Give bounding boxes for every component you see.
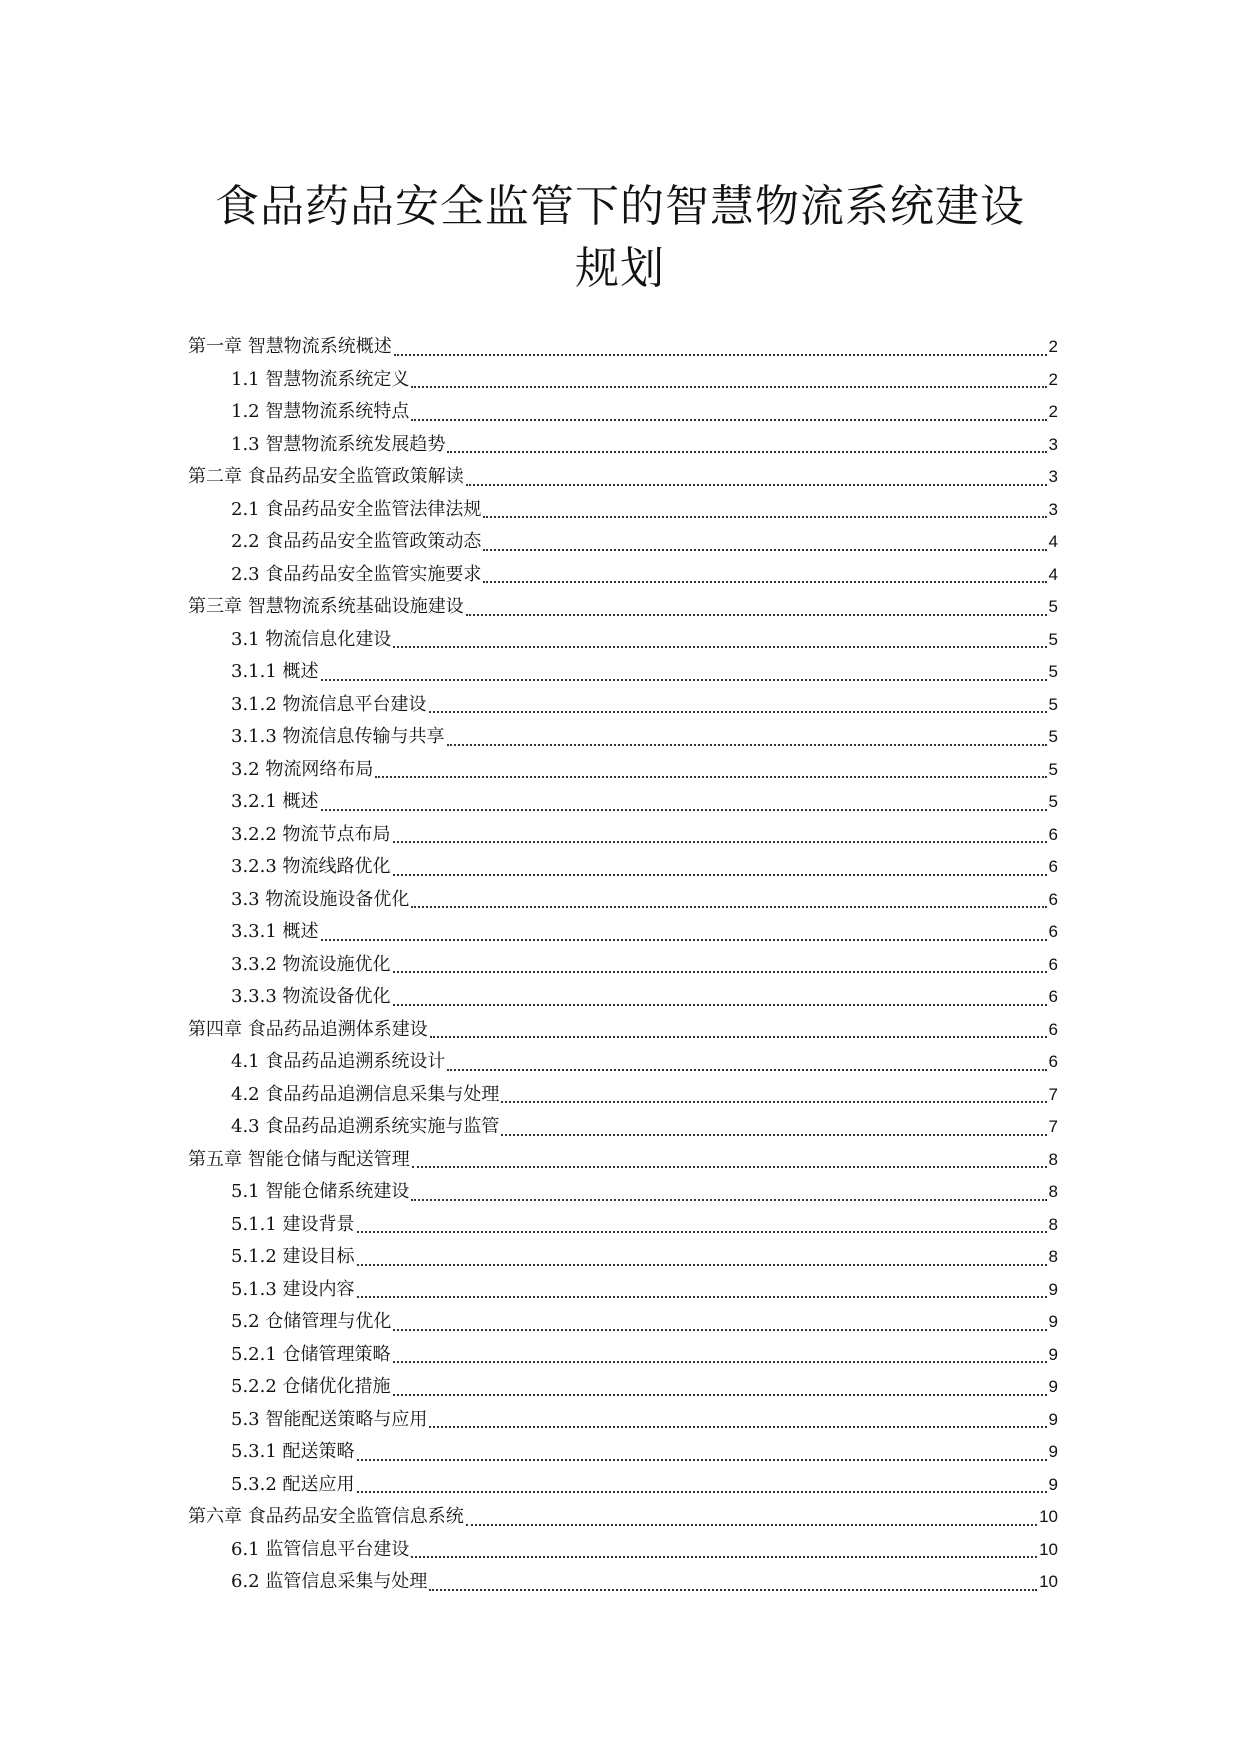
toc-dot-leader: [466, 614, 1047, 616]
toc-entry-page-number: 5: [1048, 662, 1058, 681]
toc-entry[interactable]: [188, 559, 1058, 592]
toc-entry-page-number: 10: [1039, 1539, 1058, 1559]
toc-dot-leader: [393, 1004, 1047, 1006]
toc-entry-label: 5.1 智能仓储系统建设: [231, 1181, 410, 1202]
toc-dot-leader: [321, 809, 1047, 811]
toc-dot-leader: [357, 1459, 1047, 1461]
toc-entry-page-number: 5: [1048, 727, 1058, 746]
toc-entry-page-number: 5: [1048, 629, 1058, 649]
document-title: [150, 176, 1090, 300]
toc-entry-page-number: 9: [1048, 1474, 1058, 1494]
toc-entry[interactable]: [188, 1014, 1058, 1047]
toc-entry-label: 2.2 食品药品安全监管政策动态: [231, 531, 482, 552]
toc-dot-leader: [393, 646, 1046, 648]
toc-entry-page-number: 5: [1048, 597, 1058, 616]
toc-entry-page-number: 9: [1048, 1409, 1058, 1429]
toc-dot-leader: [393, 1361, 1047, 1363]
toc-entry-label: 3.2.3 物流线路优化: [231, 856, 391, 877]
toc-entry-label: 1.3 智慧物流系统发展趋势: [231, 433, 446, 455]
toc-entry-label: 3.1.3 物流信息传输与共享: [231, 726, 445, 747]
toc-entry-label: 5.3.1 配送策略: [231, 1441, 355, 1462]
toc-entry-page-number: 8: [1048, 1247, 1058, 1266]
toc-dot-leader: [429, 1426, 1046, 1428]
toc-dot-leader: [394, 354, 1047, 356]
toc-entry-page-number: 5: [1048, 759, 1058, 779]
toc-entry-label: 第六章 食品药品安全监管信息系统: [188, 1506, 464, 1527]
toc-entry-label: 4.1 食品药品追溯系统设计: [231, 1051, 446, 1072]
toc-entry-page-number: 8: [1048, 1182, 1058, 1201]
toc-entry-page-number: 6: [1048, 824, 1058, 844]
toc-entry-label: 5.1.3 建设内容: [231, 1278, 355, 1300]
toc-dot-leader: [411, 906, 1046, 908]
toc-dot-leader: [357, 1231, 1047, 1233]
toc-entry-page-number: 2: [1048, 369, 1058, 389]
toc-dot-leader: [447, 1069, 1046, 1071]
toc-entry-page-number: 7: [1048, 1084, 1058, 1104]
toc-entry[interactable]: [188, 1241, 1058, 1274]
toc-entry-label: 1.1 智慧物流系统定义: [231, 368, 410, 390]
toc-dot-leader: [393, 841, 1047, 843]
toc-dot-leader: [483, 516, 1046, 518]
toc-entry[interactable]: [188, 1566, 1058, 1599]
toc-dot-leader: [429, 1589, 1037, 1591]
toc-dot-leader: [393, 971, 1047, 973]
toc-entry-label: 3.1 物流信息化建设: [231, 628, 392, 650]
toc-entry-label: 5.2.1 仓储管理策略: [231, 1343, 391, 1365]
toc-entry[interactable]: [188, 981, 1058, 1014]
toc-entry[interactable]: [188, 331, 1058, 364]
toc-entry[interactable]: [188, 1339, 1058, 1372]
toc-entry[interactable]: [188, 1469, 1058, 1502]
toc-entry-label: 第四章 食品药品追溯体系建设: [188, 1018, 428, 1040]
toc-entry-page-number: 2: [1048, 402, 1058, 421]
toc-entry-label: 第三章 智慧物流系统基础设施建设: [188, 596, 464, 617]
toc-entry[interactable]: [188, 396, 1058, 429]
toc-entry[interactable]: [188, 949, 1058, 982]
toc-entry-label: 2.3 食品药品安全监管实施要求: [231, 563, 482, 585]
toc-entry[interactable]: [188, 786, 1058, 819]
toc-entry-label: 3.3 物流设施设备优化: [231, 888, 410, 910]
toc-entry-label: 3.1.1 概述: [231, 661, 319, 682]
toc-entry[interactable]: [188, 364, 1058, 397]
toc-entry-label: 5.2 仓储管理与优化: [231, 1311, 392, 1332]
toc-entry-page-number: 9: [1048, 1344, 1058, 1364]
toc-entry-page-number: 3: [1048, 434, 1058, 454]
toc-entry[interactable]: [188, 851, 1058, 884]
toc-entry-page-number: 4: [1048, 532, 1058, 551]
toc-entry[interactable]: [188, 1209, 1058, 1242]
toc-entry[interactable]: [188, 1436, 1058, 1469]
toc-entry-label: 第五章 智能仓储与配送管理: [188, 1148, 410, 1170]
toc-entry[interactable]: [188, 494, 1058, 527]
toc-entry-page-number: 5: [1048, 792, 1058, 811]
toc-dot-leader: [393, 874, 1047, 876]
document-title-line-1: 食品药品安全监管下的智慧物流系统建设: [215, 181, 1025, 232]
toc-entry[interactable]: [188, 1176, 1058, 1209]
toc-entry-label: 6.1 监管信息平台建设: [231, 1538, 410, 1560]
toc-dot-leader: [375, 776, 1046, 778]
toc-entry[interactable]: [188, 1079, 1058, 1112]
toc-entry[interactable]: [188, 689, 1058, 722]
toc-entry[interactable]: [188, 1534, 1058, 1567]
toc-entry-label: 第一章 智慧物流系统概述: [188, 336, 392, 357]
toc-entry-page-number: 3: [1048, 499, 1058, 519]
toc-entry-label: 5.3 智能配送策略与应用: [231, 1408, 428, 1430]
toc-entry-page-number: 6: [1048, 889, 1058, 909]
toc-entry-page-number: 6: [1048, 954, 1058, 974]
toc-dot-leader: [393, 1394, 1047, 1396]
toc-dot-leader: [357, 1264, 1047, 1266]
toc-entry-label: 5.1.2 建设目标: [231, 1246, 355, 1267]
toc-dot-leader: [483, 581, 1046, 583]
toc-entry-label: 5.3.2 配送应用: [231, 1473, 355, 1495]
toc-dot-leader: [411, 1199, 1046, 1201]
toc-entry-label: 1.2 智慧物流系统特点: [231, 401, 410, 422]
toc-entry-label: 3.3.1 概述: [231, 921, 319, 942]
toc-entry[interactable]: [188, 591, 1058, 624]
toc-dot-leader: [501, 1101, 1046, 1103]
toc-entry-label: 3.3.2 物流设施优化: [231, 953, 391, 975]
toc-dot-leader: [447, 744, 1047, 746]
toc-entry[interactable]: [188, 1144, 1058, 1177]
toc-entry-label: 2.1 食品药品安全监管法律法规: [231, 498, 482, 520]
toc-dot-leader: [411, 419, 1046, 421]
toc-dot-leader: [357, 1491, 1047, 1493]
toc-entry-page-number: 2: [1048, 337, 1058, 356]
toc-dot-leader: [411, 1556, 1037, 1558]
toc-entry-page-number: 7: [1048, 1117, 1058, 1136]
toc-entry[interactable]: [188, 1501, 1058, 1534]
toc-entry-page-number: 6: [1048, 1052, 1058, 1071]
toc-dot-leader: [393, 1329, 1046, 1331]
toc-entry-label: 第二章 食品药品安全监管政策解读: [188, 466, 464, 487]
document-title-line-2: 规划: [575, 243, 665, 294]
toc-entry-label: 5.2.2 仓储优化措施: [231, 1376, 391, 1397]
toc-entry-page-number: 6: [1048, 857, 1058, 876]
toc-entry-page-number: 6: [1048, 1019, 1058, 1039]
toc-entry-page-number: 9: [1048, 1279, 1058, 1299]
toc-entry[interactable]: [188, 1306, 1058, 1339]
toc-entry-label: 3.3.3 物流设备优化: [231, 986, 391, 1007]
toc-entry[interactable]: [188, 819, 1058, 852]
toc-entry-page-number: 10: [1039, 1507, 1058, 1526]
toc-entry-page-number: 5: [1048, 694, 1058, 714]
toc-dot-leader: [429, 711, 1047, 713]
toc-entry-label: 3.2 物流网络布局: [231, 758, 374, 780]
toc-entry[interactable]: [188, 624, 1058, 657]
toc-entry-label: 3.1.2 物流信息平台建设: [231, 693, 427, 715]
toc-entry[interactable]: [188, 461, 1058, 494]
toc-entry-page-number: 6: [1048, 987, 1058, 1006]
toc-entry[interactable]: [188, 916, 1058, 949]
toc-entry[interactable]: [188, 1371, 1058, 1404]
toc-entry-label: 4.2 食品药品追溯信息采集与处理: [231, 1083, 500, 1105]
toc-entry[interactable]: [188, 1274, 1058, 1307]
toc-entry-page-number: 10: [1039, 1572, 1058, 1591]
toc-dot-leader: [321, 939, 1047, 941]
toc-entry-page-number: 9: [1048, 1442, 1058, 1461]
toc-entry-page-number: 9: [1048, 1312, 1058, 1331]
toc-entry[interactable]: [188, 656, 1058, 689]
toc-dot-leader: [321, 679, 1047, 681]
toc-dot-leader: [411, 386, 1046, 388]
toc-entry-label: 4.3 食品药品追溯系统实施与监管: [231, 1116, 500, 1137]
toc-entry[interactable]: [188, 1111, 1058, 1144]
toc-dot-leader: [357, 1296, 1047, 1298]
toc-entry[interactable]: [188, 429, 1058, 462]
toc-dot-leader: [501, 1134, 1046, 1136]
toc-entry-label: 3.2.1 概述: [231, 791, 319, 812]
toc-dot-leader: [466, 484, 1047, 486]
toc-entry[interactable]: [188, 884, 1058, 917]
toc-entry[interactable]: [188, 1046, 1058, 1079]
toc-entry-label: 6.2 监管信息采集与处理: [231, 1571, 428, 1592]
toc-entry[interactable]: [188, 721, 1058, 754]
toc-entry[interactable]: [188, 754, 1058, 787]
toc-entry-page-number: 3: [1048, 467, 1058, 486]
toc-entry-page-number: 9: [1048, 1377, 1058, 1396]
toc-entry-page-number: 8: [1048, 1214, 1058, 1234]
toc-dot-leader: [447, 451, 1046, 453]
toc-dot-leader: [483, 549, 1046, 551]
toc-entry[interactable]: [188, 1404, 1058, 1437]
toc-dot-leader: [412, 1166, 1047, 1168]
toc-entry-page-number: 6: [1048, 922, 1058, 941]
toc-entry-label: 5.1.1 建设背景: [231, 1213, 355, 1235]
toc-entry[interactable]: [188, 526, 1058, 559]
toc-dot-leader: [466, 1524, 1037, 1526]
toc-dot-leader: [430, 1036, 1047, 1038]
table-of-contents: [188, 331, 1058, 1599]
toc-entry-page-number: 8: [1048, 1149, 1058, 1169]
toc-entry-label: 3.2.2 物流节点布局: [231, 823, 391, 845]
toc-entry-page-number: 4: [1048, 564, 1058, 584]
